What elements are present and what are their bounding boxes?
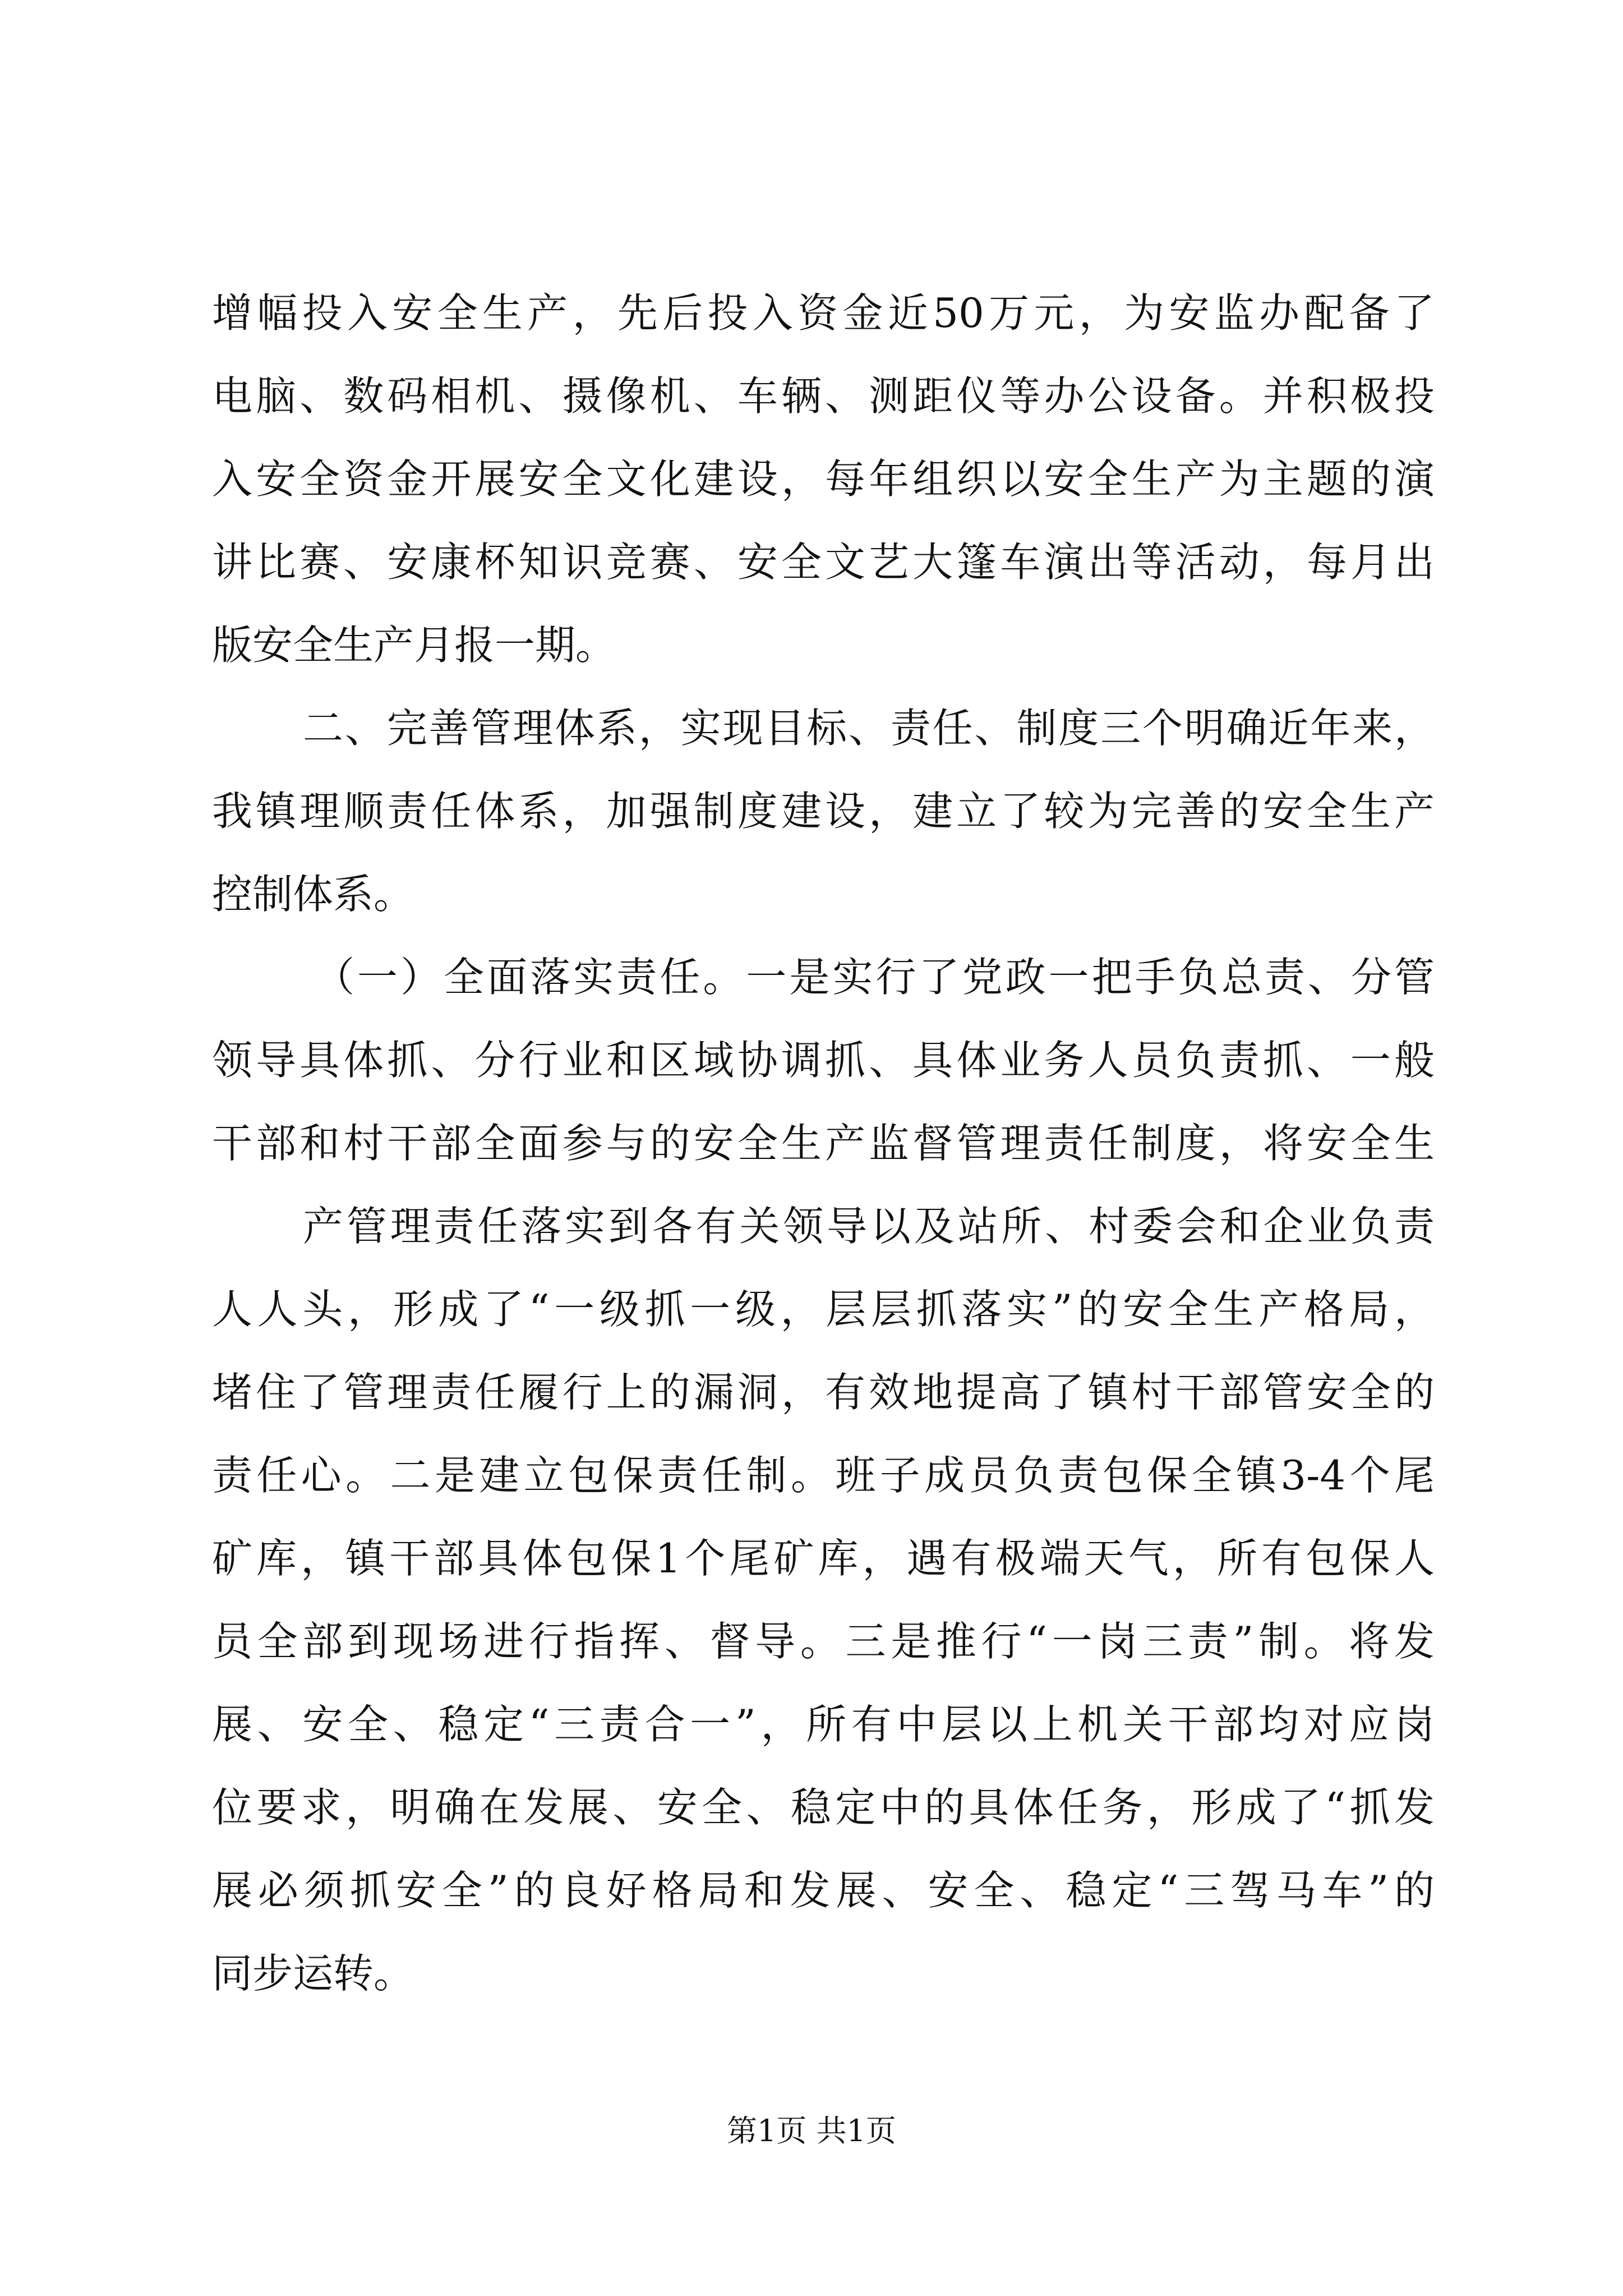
body-text-line: 矿库，镇干部具体包保1个尾矿库，遇有极端天气，所有包保人: [212, 1535, 1435, 1582]
body-text-line: 展、安全、稳定“三责合一”，所有中层以上机关干部均对应岗: [212, 1701, 1435, 1748]
body-text-line: 控制体系。: [212, 871, 414, 918]
body-text-line: 员全部到现场进行指挥、督导。三是推行“一岗三责”制。将发: [212, 1618, 1435, 1665]
body-text-line: 人人头，形成了“一级抓一级，层层抓落实”的安全生产格局，: [212, 1286, 1435, 1333]
body-text-line: 版安全生产月报一期。: [212, 622, 616, 669]
subsection-heading-line: （一）全面落实责任。一是实行了党政一把手负总责、分管: [314, 954, 1435, 1001]
page-footer: 第1页 共1页: [727, 2113, 896, 2148]
body-text-line: 讲比赛、安康杯知识竞赛、安全文艺大篷车演出等活动，每月出: [212, 539, 1435, 586]
body-text-line: 堵住了管理责任履行上的漏洞，有效地提高了镇村干部管安全的: [212, 1369, 1435, 1416]
body-text-line: 同步运转。: [212, 1950, 414, 1997]
body-text-line: 增幅投入安全生产，先后投入资金近50万元，为安监办配备了: [212, 289, 1435, 337]
body-text-line: 入安全资金开展安全文化建设，每年组织以安全生产为主题的演: [212, 455, 1435, 503]
body-text-line: 产管理责任落实到各有关领导以及站所、村委会和企业负责: [303, 1203, 1435, 1250]
body-text-line: 展必须抓安全”的良好格局和发展、安全、稳定“三驾马车”的: [212, 1867, 1435, 1914]
body-text-line: 位要求，明确在发展、安全、稳定中的具体任务，形成了“抓发: [212, 1784, 1435, 1831]
section-heading-line: 二、完善管理体系，实现目标、责任、制度三个明确近年来，: [303, 705, 1435, 752]
body-text-line: 责任心。二是建立包保责任制。班子成员负责包保全镇3-4个尾: [212, 1452, 1435, 1499]
body-text-line: 干部和村干部全面参与的安全生产监督管理责任制度，将安全生: [212, 1120, 1435, 1167]
body-text-line: 我镇理顺责任体系，加强制度建设，建立了较为完善的安全生产: [212, 788, 1435, 835]
body-text-line: 领导具体抓、分行业和区域协调抓、具体业务人员负责抓、一般: [212, 1037, 1435, 1084]
body-text-line: 电脑、数码相机、摄像机、车辆、测距仪等办公设备。并积极投: [212, 372, 1435, 420]
